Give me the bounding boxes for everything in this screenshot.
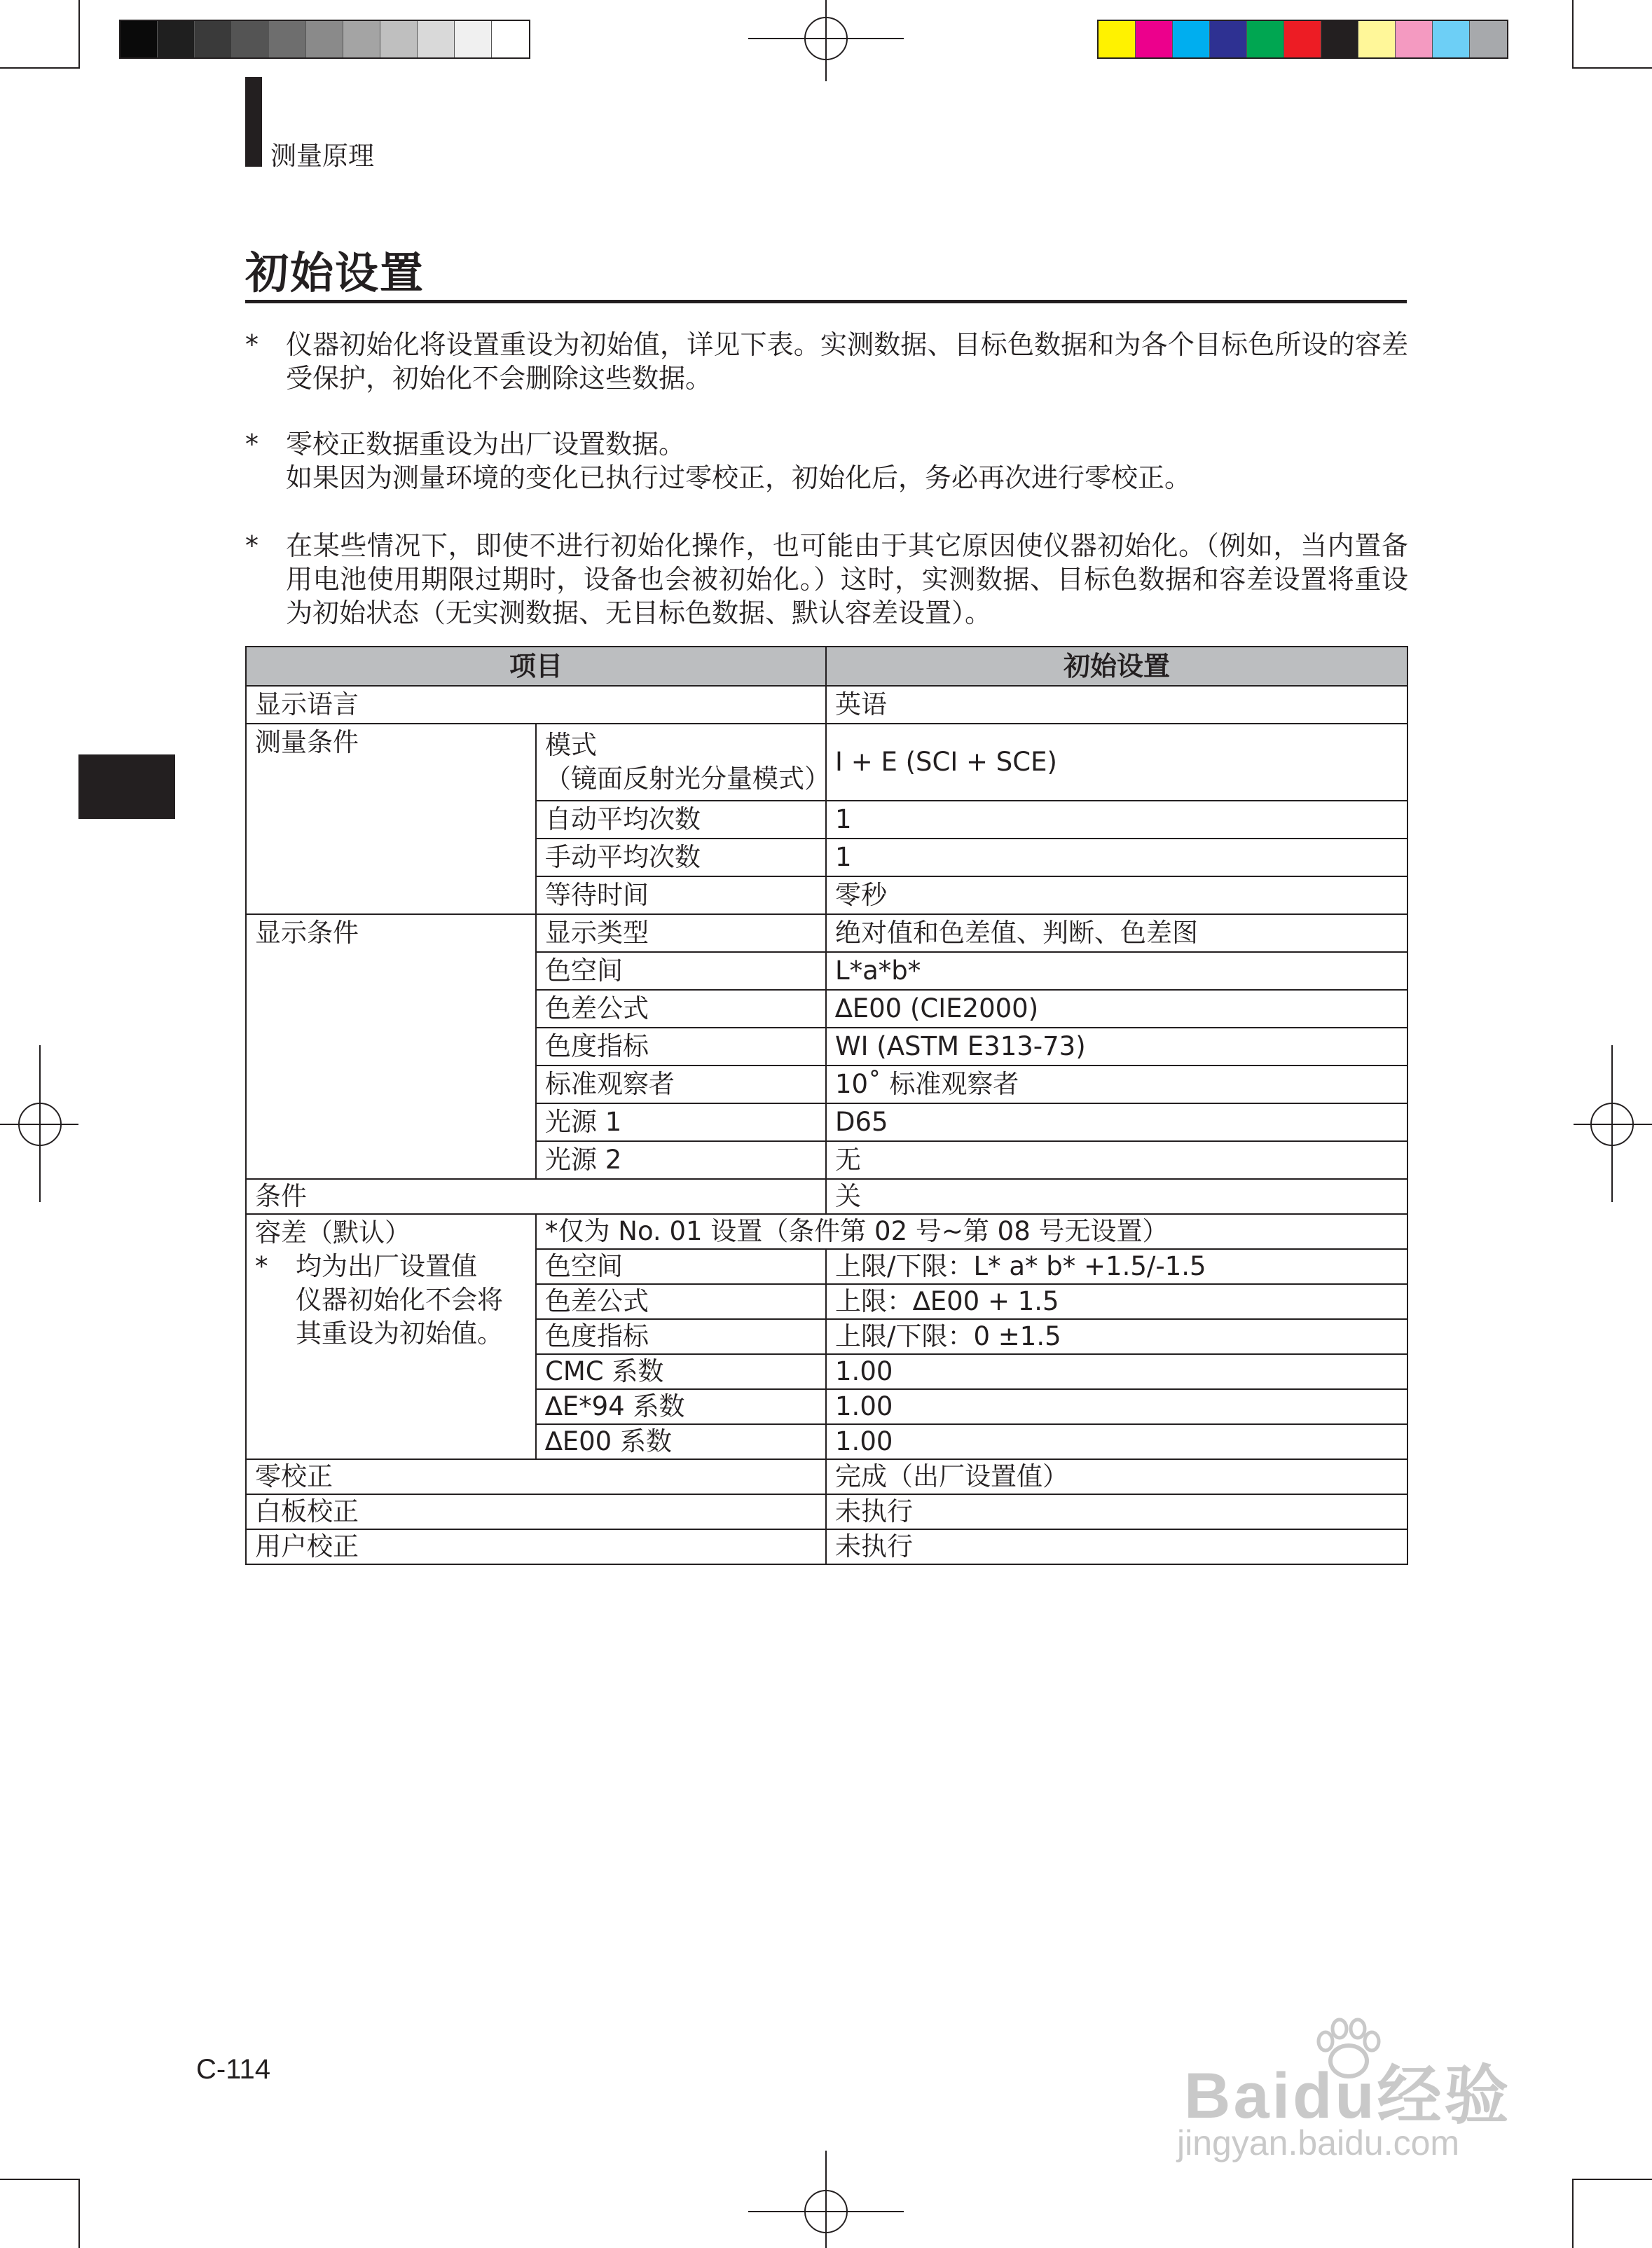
row-label: 色度指标 [536, 1028, 826, 1066]
crop-mark [0, 2179, 78, 2180]
note-text-2: 如果因为测量环境的变化已执行过零校正，初始化后，务必再次进行零校正。 [286, 462, 1192, 493]
row-label: 色空间 [536, 952, 826, 990]
row-value: 上限：∆E00 + 1.5 [826, 1284, 1407, 1319]
row-label: 色空间 [536, 1249, 826, 1284]
gray-swatch [380, 21, 418, 57]
tolerance-group-label [246, 1214, 536, 1459]
row-value: 上限/下限：L* a* b* +1.5/-1.5 [826, 1249, 1407, 1284]
row-label: 条件 [246, 1179, 826, 1214]
baidu-watermark [1163, 2018, 1555, 2179]
initial-settings-table [245, 646, 1408, 1565]
table-row [246, 1179, 1407, 1214]
color-swatch [1099, 21, 1136, 57]
gray-swatch [418, 21, 455, 57]
tolerance-note-line: 均为出厂设置值 [296, 1251, 477, 1281]
color-swatch [1136, 21, 1173, 57]
note-bullet: * [245, 329, 259, 360]
row-value: L*a*b* [826, 952, 1407, 990]
table-row [246, 686, 1407, 724]
group-label: 显示条件 [246, 914, 536, 1179]
tolerance-label: 容差（默认） [255, 1218, 411, 1248]
mode-label: 模式 [545, 730, 597, 760]
color-swatch [1321, 21, 1358, 57]
row-label: 自动平均次数 [536, 801, 826, 839]
note-text: 仪器初始化将设置重设为初始值，详见下表。实测数据、目标色数据和为各个目标色所设的容差受保护，初始化不会删除这些数据。 [286, 329, 1408, 394]
row-value: 未执行 [826, 1494, 1407, 1529]
row-value: 上限/下限：0 ±1.5 [826, 1319, 1407, 1354]
row-value: 1.00 [826, 1389, 1407, 1424]
section-marker [245, 77, 262, 167]
color-swatch [1210, 21, 1247, 57]
row-label: 等待时间 [536, 876, 826, 914]
row-label: 手动平均次数 [536, 839, 826, 876]
gray-swatch [195, 21, 232, 57]
row-label: 光源 1 [536, 1103, 826, 1141]
table-row [246, 724, 1407, 801]
note-text: 零校正数据重设为出厂设置数据。 [286, 429, 686, 460]
page-number: C-114 [196, 2054, 270, 2085]
table-row [246, 1529, 1407, 1564]
gray-swatch [455, 21, 492, 57]
row-value: 英语 [826, 686, 1407, 724]
row-value: I + E (SCI + SCE) [826, 724, 1407, 801]
crop-mark [78, 0, 80, 69]
color-swatch [1358, 21, 1396, 57]
row-value: 1.00 [826, 1424, 1407, 1459]
gray-swatch [343, 21, 380, 57]
gray-swatch [306, 21, 343, 57]
row-value: 无 [826, 1141, 1407, 1179]
crop-mark [0, 67, 78, 69]
note-bullet: * [245, 530, 259, 561]
row-label: 色度指标 [536, 1319, 826, 1354]
header-item: 项目 [246, 647, 826, 686]
row-value: WI (ASTM E313-73) [826, 1028, 1407, 1066]
row-label: 色差公式 [536, 990, 826, 1028]
row-label: 显示语言 [246, 686, 826, 724]
row-label: 白板校正 [246, 1494, 826, 1529]
row-value: 10˚ 标准观察者 [826, 1066, 1407, 1103]
table-row [246, 914, 1407, 952]
row-label: 光源 2 [536, 1141, 826, 1179]
color-swatch [1396, 21, 1433, 57]
row-label: 色差公式 [536, 1284, 826, 1319]
row-label: 用户校正 [246, 1529, 826, 1564]
group-label: 测量条件 [246, 724, 536, 914]
row-value: 未执行 [826, 1529, 1407, 1564]
row-label: ∆E00 系数 [536, 1424, 826, 1459]
row-label: CMC 系数 [536, 1354, 826, 1389]
color-swatch [1284, 21, 1321, 57]
tolerance-note-line-2: 仪器初始化不会将 [296, 1285, 503, 1315]
row-value: D65 [826, 1103, 1407, 1141]
row-value: 1.00 [826, 1354, 1407, 1389]
gray-swatch [232, 21, 269, 57]
color-swatch [1247, 21, 1284, 57]
crop-mark [1572, 0, 1574, 69]
chapter-tab [78, 754, 175, 819]
note-3 [245, 529, 1408, 630]
gray-swatch [121, 21, 158, 57]
row-value: 关 [826, 1179, 1407, 1214]
color-swatch [1470, 21, 1507, 57]
note-bullet: * [245, 429, 259, 460]
note-2 [245, 427, 1408, 495]
grayscale-bar [119, 20, 530, 59]
mode-sublabel: （镜面反射光分量模式） [545, 764, 830, 794]
color-bar [1097, 20, 1508, 59]
row-label: 零校正 [246, 1459, 826, 1494]
crop-mark [1574, 2179, 1652, 2180]
table-row [246, 1459, 1407, 1494]
tolerance-note [255, 1250, 527, 1283]
row-label: ∆E*94 系数 [536, 1389, 826, 1424]
row-value: 完成（出厂设置值） [826, 1459, 1407, 1494]
note-1 [245, 328, 1408, 395]
row-value: 1 [826, 801, 1407, 839]
table-row [246, 1214, 1407, 1249]
crop-mark [1572, 2179, 1574, 2248]
watermark-main: Baidu经验 [1184, 2060, 1512, 2132]
gray-swatch [492, 21, 529, 57]
color-swatch [1433, 21, 1470, 57]
row-value: 1 [826, 839, 1407, 876]
section-label: 测量原理 [270, 141, 374, 171]
gray-swatch [269, 21, 306, 57]
row-value: ∆E00 (CIE2000) [826, 990, 1407, 1028]
crop-mark [1574, 67, 1652, 69]
row-label: 标准观察者 [536, 1066, 826, 1103]
tolerance-note-star: * [255, 1251, 268, 1281]
row-label: 显示类型 [536, 914, 826, 952]
tolerance-span-note: *仅为 No. 01 设置（条件第 02 号~第 08 号无设置） [536, 1214, 1407, 1249]
watermark-url: jingyan.baidu.com [1177, 2123, 1460, 2163]
note-text: 在某些情况下，即使不进行初始化操作，也可能由于其它原因使仪器初始化。（例如，当内置备用电池使用期限过期时，设备也会被初始化。）这时，实测数据、目标色数据和容差设置将重设为初始状态（无实测数据、无目标色数据、默认容差设置）。 [286, 530, 1408, 628]
color-swatch [1173, 21, 1210, 57]
tolerance-note-line-3: 其重设为初始值。 [296, 1318, 503, 1349]
gray-swatch [158, 21, 195, 57]
page-title: 初始设置 [245, 247, 425, 298]
title-rule [245, 300, 1407, 303]
crop-mark [78, 2179, 80, 2248]
header-initial: 初始设置 [826, 647, 1407, 686]
table-row [246, 1494, 1407, 1529]
row-value: 零秒 [826, 876, 1407, 914]
row-value: 绝对值和色差值、判断、色差图 [826, 914, 1407, 952]
mode-label-cell [536, 724, 830, 801]
